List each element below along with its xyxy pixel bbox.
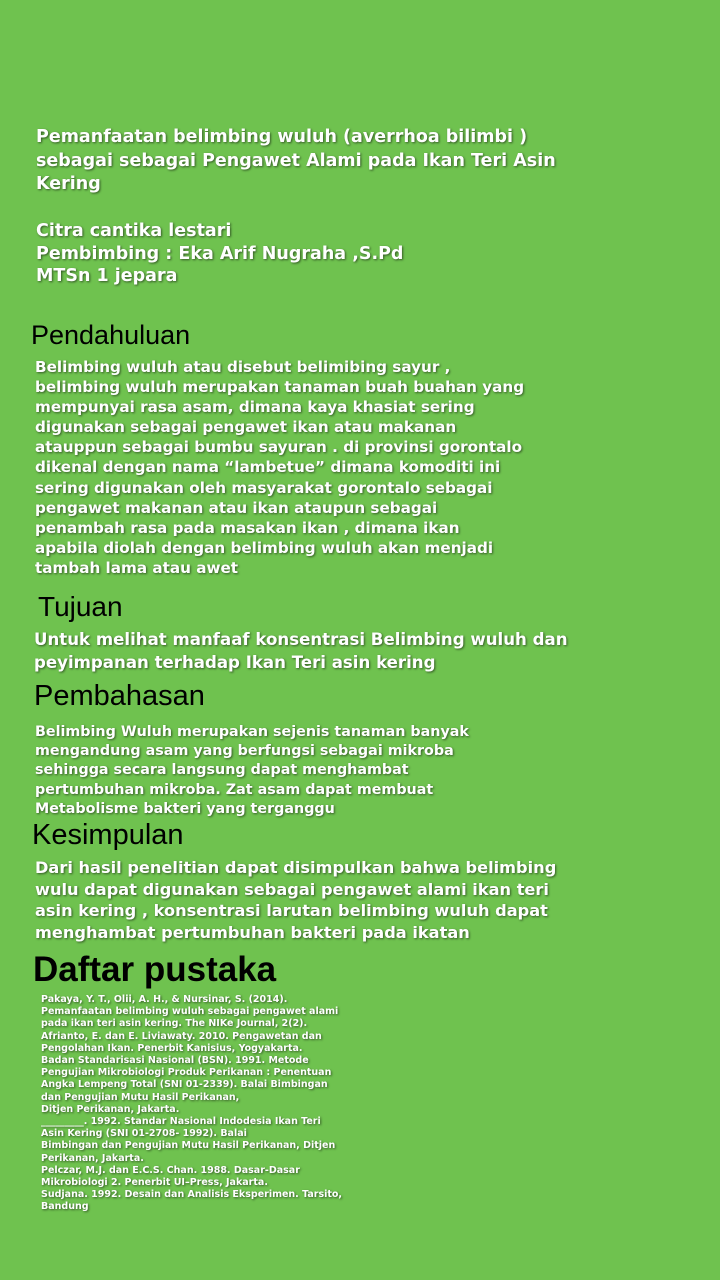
heading-tujuan: Tujuan <box>38 591 123 622</box>
text-kesimpulan: Dari hasil penelitian dapat disimpulkan bahwa belimbing wulu dapat digunakan sebagai pengawet alami ikan teri asin kering , konsentrasi larutan belimbing wuluh dapat menghambat pertumbuhan bakteri pada ikatan <box>35 858 557 943</box>
text-pembahasan: Belimbing Wuluh merupakan sejenis tanaman banyak mengandung asam yang berfungsi sebagai mikroba sehingga secara langsung dapat menghambat pertumbuhan mikroba. Zat asam dapat membuat Metabolisme bakteri yang terganggu <box>35 724 469 817</box>
heading-pendahuluan: Pendahuluan <box>31 320 191 350</box>
author-info: Citra cantika lestari Pembimbing : Eka Arif Nugraha ,S.Pd MTSn 1 jepara <box>36 221 404 286</box>
heading-pembahasan: Pembahasan <box>34 680 205 712</box>
text-pendahuluan: Belimbing wuluh atau disebut belimibing sayur , belimbing wuluh merupakan tanaman buah buahan yang mempunyai rasa asam, dimana kaya khasiat sering digunakan sebagai pengawet ikan atau makanan atauppun sebagai bumbu sayuran . di provinsi gorontalo dikenal dengan nama “lambetue” dimana komoditi ini sering digunakan oleh masyarakat gorontalo sebagai pengawet makanan atau ikan ataupun sebagai penambah rasa pada masakan ikan , dimana ikan apabila diolah dengan belimbing wuluh akan menjadi tambah lama atau awet <box>35 358 525 577</box>
poster-title: Pemanfaatan belimbing wuluh (averrhoa bilimbi ) sebagai sebagai Pengawet Alami pada Ikan Teri Asin Kering <box>36 127 556 194</box>
text-daftar-pustaka: Pakaya, Y. T., Olii, A. H., & Nursinar, S. (2014). Pemanfaatan belimbing wuluh sebagai pengawet alami pada ikan teri asin kering. The NIKe Journal, 2(2). Afrianto, E. dan E. Liviawaty. 2010. Pengawetan dan Pengolahan Ikan. Penerbit Kanisius, Yogyakarta. Badan Standarisasi Nasional (BSN). 1991. Metode Pengujian Mikrobiologi Produk Perikanan : Penentuan Angka Lempeng Total (SNI 01-2339). Balai Bimbingan dan Pengujian Mutu Hasil Perikanan, Ditjen Perikanan, Jakarta. _________. 1992. Standar Nasional Indodesia Ikan Teri Asin Kering (SNI 01-2708- 1992). Balai Bimbingan dan Pengujian Mutu Hasil Perikanan, Ditjen Perikanan, Jakarta. Pelczar, M.J. dan E.C.S. Chan. 1988. Dasar-Dasar Mikrobiologi 2. Penerbit UI–Press, Jakarta. Sudjana. 1992. Desain dan Analisis Eksperimen. Tarsito, Bandung <box>41 994 343 1213</box>
heading-kesimpulan: Kesimpulan <box>32 819 184 851</box>
text-tujuan: Untuk melihat manfaaf konsentrasi Belimbing wuluh dan peyimpanan terhadap Ikan Teri asin kering <box>34 630 568 672</box>
heading-daftar-pustaka: Daftar pustaka <box>33 950 277 989</box>
